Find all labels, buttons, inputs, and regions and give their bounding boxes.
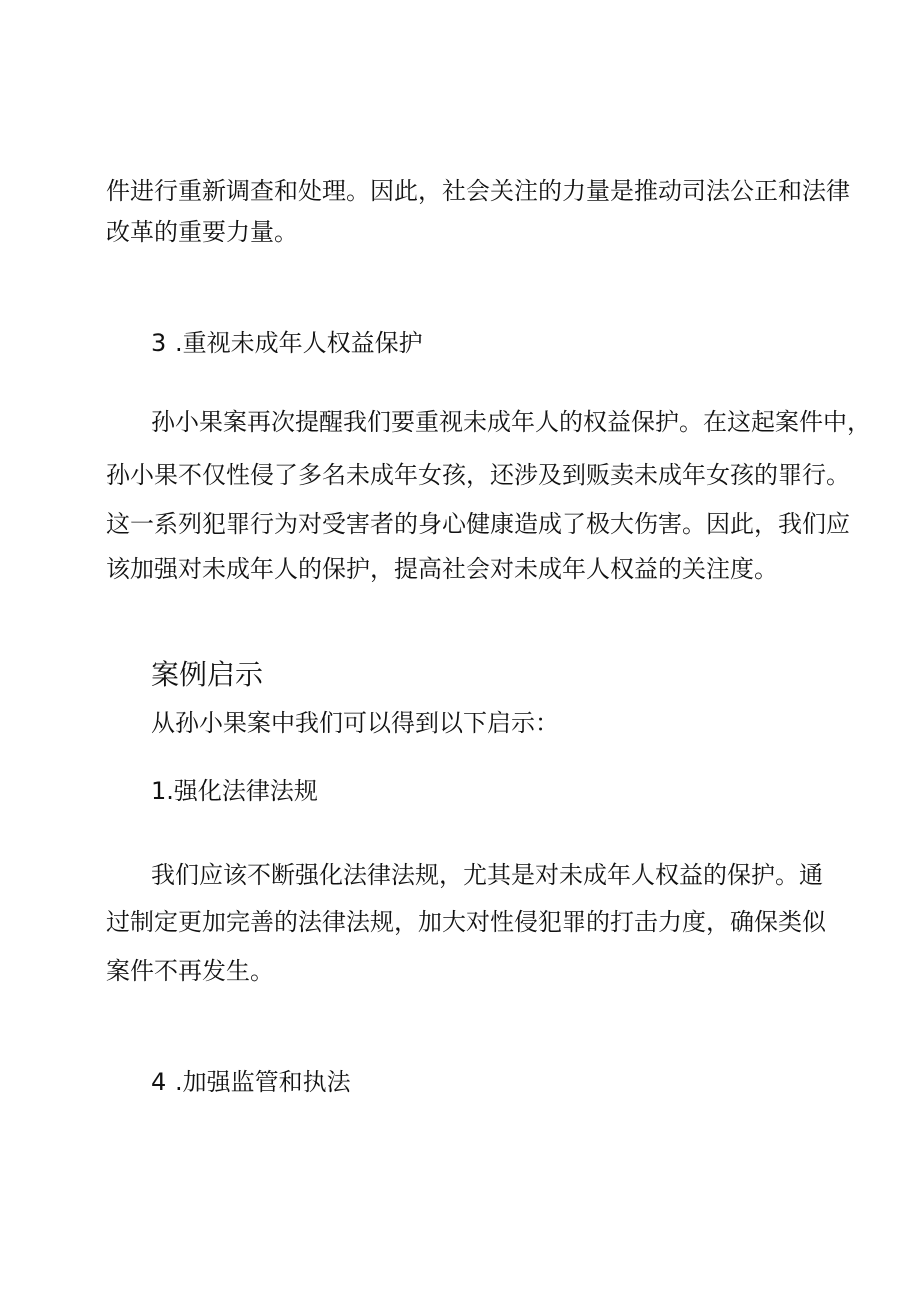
section-4-title: .加强监管和执法: [175, 1068, 351, 1096]
section-4-number: 4: [151, 1068, 167, 1096]
section-3-number: 3: [151, 329, 167, 357]
section-3-paragraph-line-2: 孙小果不仅性侵了多名未成年女孩，还涉及到贩卖未成年女孩的罪行。: [106, 461, 850, 489]
continuation-line-2: 改革的重要力量。: [106, 218, 298, 246]
lesson-1-paragraph-line-2: 过制定更加完善的法律法规，加大对性侵犯罪的打击力度，确保类似: [106, 908, 826, 936]
section-3-paragraph-line-1: 孙小果案再次提醒我们要重视未成年人的权益保护。在这起案件中，: [151, 408, 871, 436]
section-3-paragraph-line-3: 这一系列犯罪行为对受害者的身心健康造成了极大伤害。因此，我们应: [106, 510, 850, 538]
section-3-paragraph-line-4: 该加强对未成年人的保护，提高社会对未成年人权益的关注度。: [106, 555, 778, 583]
section-3-heading: [151, 327, 423, 359]
lesson-1-heading: 1.强化法律法规: [151, 777, 318, 805]
continuation-line-1: 件进行重新调查和处理。因此，社会关注的力量是推动司法公正和法律: [106, 177, 850, 205]
section-3-title: .重视未成年人权益保护: [175, 329, 423, 357]
case-lessons-intro: 从孙小果案中我们可以得到以下启示：: [151, 709, 559, 737]
lesson-1-paragraph-line-1: 我们应该不断强化法律法规，尤其是对未成年人权益的保护。通: [151, 861, 823, 889]
lesson-1-paragraph-line-3: 案件不再发生。: [106, 957, 274, 985]
section-4-heading: [151, 1066, 351, 1098]
case-lessons-title: 案例启示: [151, 658, 264, 691]
